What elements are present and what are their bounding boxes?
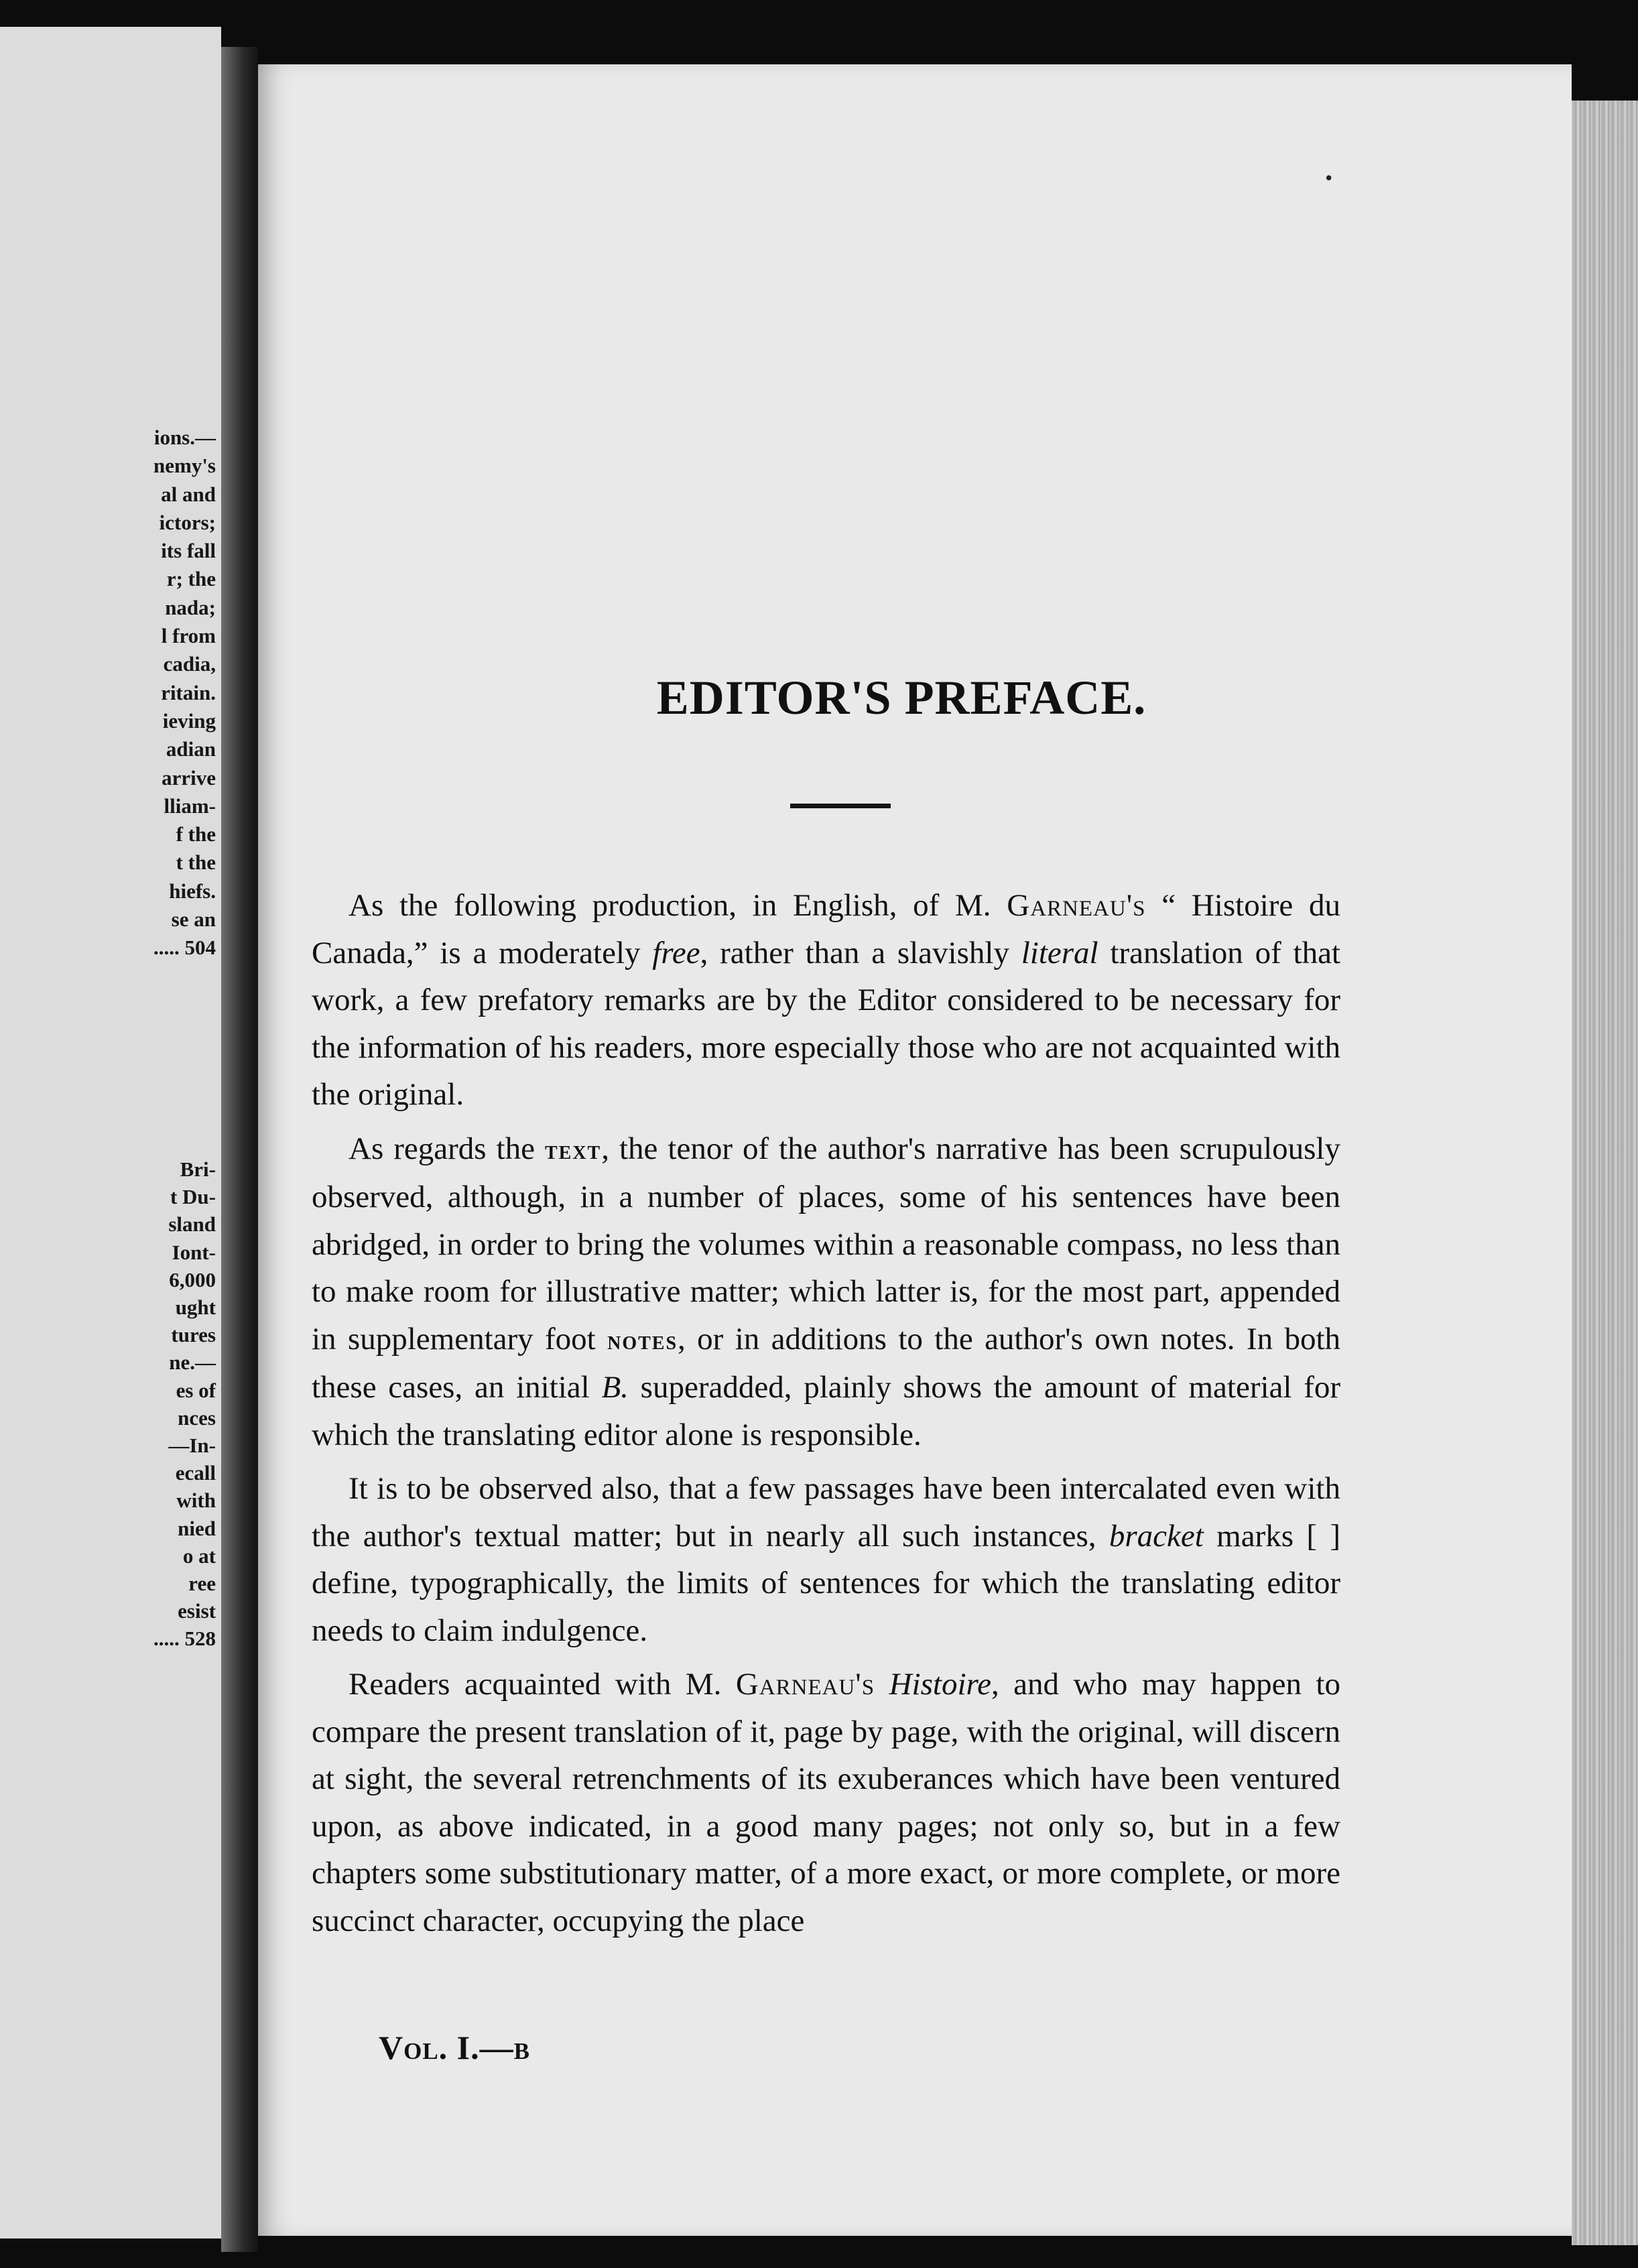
p2-text-c: , or in additions to the author's own notes. In both these cases, an initial (312, 1321, 1341, 1405)
facing-page-line: ..... 504 (153, 936, 216, 960)
facing-page-line: nada; (165, 595, 216, 619)
p4-italic-histoire: Histoire (889, 1667, 991, 1702)
p3-text-a: It is to be observed also, that a few passages have been intercalated even with the author's textual matter; but in nearly all such instances, (312, 1471, 1340, 1554)
corner-mark: • (1324, 169, 1334, 189)
facing-page-line: ritain. (161, 680, 216, 704)
title-rule (790, 804, 891, 808)
p1-text-a: As the following production, in English, of M. (349, 888, 1007, 923)
preface-body (312, 882, 1340, 1944)
facing-page-line: lliam- (164, 794, 216, 818)
facing-page-line: tures (171, 1323, 216, 1347)
facing-page-line: hiefs. (169, 879, 216, 903)
facing-page-line: t the (176, 850, 216, 875)
p2-smallcaps-notes: notes (607, 1324, 678, 1355)
p1-italic-literal: literal (1021, 935, 1098, 970)
facing-page (0, 27, 221, 2239)
p2-text-a: As regards the (349, 1131, 545, 1166)
facing-page-line: nied (178, 1516, 216, 1540)
facing-page-line: ught (175, 1296, 216, 1320)
page-title: EDITOR'S PREFACE. (656, 671, 1147, 724)
p2-smallcaps-text: text (544, 1134, 602, 1165)
p1-text-d: translation of that work, a few prefatory remarks are by the Editor considered to be necessary for the information of his readers, more especially those who are not acquainted with the original. (312, 935, 1340, 1112)
paragraph-4 (312, 1661, 1340, 1944)
main-page (258, 64, 1572, 2236)
facing-page-line: o at (182, 1544, 216, 1568)
facing-page-line: Iont- (172, 1240, 216, 1264)
background-strip (1572, 0, 1638, 107)
paragraph-1 (312, 882, 1340, 1119)
facing-page-line: nemy's (153, 454, 216, 478)
facing-page-line: —In- (168, 1434, 216, 1458)
author-name: Garneau's (1007, 888, 1146, 923)
p2-text-d: superadded, plainly shows the amount of material for which the translating editor alone is responsible. (312, 1370, 1341, 1452)
signature-mark: Vol. I.—b (379, 2029, 530, 2066)
facing-page-line: t Du- (170, 1185, 216, 1209)
paragraph-3 (312, 1465, 1340, 1654)
facing-page-line: arrive (162, 765, 216, 790)
facing-page-line: 6,000 (169, 1267, 216, 1292)
facing-page-line: ree (188, 1572, 216, 1596)
facing-page-line: cadia, (163, 652, 216, 676)
p4-text-a: Readers acquainted with M. (349, 1667, 736, 1702)
facing-page-line: ne.— (169, 1350, 216, 1375)
facing-page-line: its fall (161, 539, 216, 563)
facing-page-line: with (176, 1489, 216, 1513)
facing-page-line: se an (171, 907, 216, 932)
facing-page-line: sland (168, 1212, 216, 1237)
p1-text-c: , rather than a slavishly (700, 935, 1021, 970)
facing-page-line: nces (178, 1405, 216, 1430)
p1-italic-free: free (652, 935, 700, 970)
facing-page-line: ions.— (153, 426, 216, 449)
facing-page-line: f the (176, 822, 216, 846)
author-name-2: Garneau's (735, 1667, 875, 1702)
facing-page-text-bottom (153, 1155, 216, 1653)
facing-page-line: r; the (166, 567, 216, 591)
gutter (221, 47, 258, 2252)
paragraph-2 (312, 1125, 1340, 1459)
p2-italic-initial: B. (601, 1370, 629, 1405)
facing-page-line: Bri- (180, 1157, 216, 1181)
facing-page-line: al and (161, 482, 216, 506)
facing-page-line: esist (178, 1599, 216, 1623)
page-edges (1572, 101, 1638, 2245)
p3-italic-bracket: bracket (1109, 1518, 1204, 1554)
p1-text-b: “ Histoire du Canada,” is a moderately (312, 888, 1341, 970)
facing-page-line: ecall (175, 1461, 216, 1485)
p4-text-b: , and who may happen to compare the present translation of it, page by page, with the original, will discern at sight, the several retrenchments of its exuberances which have been ventured upon, as above indicated, in a good many pages; not only so, but in a few chapters some substitutionary matter, of a more exact, or more complete, or more succinct character, occupying the place (312, 1667, 1340, 1938)
facing-page-line: ictors; (159, 510, 216, 534)
facing-page-line: ieving (162, 708, 216, 733)
facing-page-text-top (153, 424, 216, 962)
facing-page-line: adian (166, 737, 216, 761)
p2-text-b: , the tenor of the author's narrative has been scrupulously observed, although, in a number of places, some of his sentences have been abridged, in order to bring the volumes within a reasonable compass, no less than to make room for illustrative matter; which latter is, for the most part, appended in supplementary foot (312, 1131, 1340, 1357)
facing-page-line: l from (161, 624, 216, 648)
facing-page-line: ..... 528 (153, 1627, 216, 1651)
facing-page-line: es of (176, 1378, 216, 1402)
p3-text-b: marks [ ] define, typographically, the limits of sentences for which the translating editor needs to claim indulgence. (312, 1518, 1340, 1648)
